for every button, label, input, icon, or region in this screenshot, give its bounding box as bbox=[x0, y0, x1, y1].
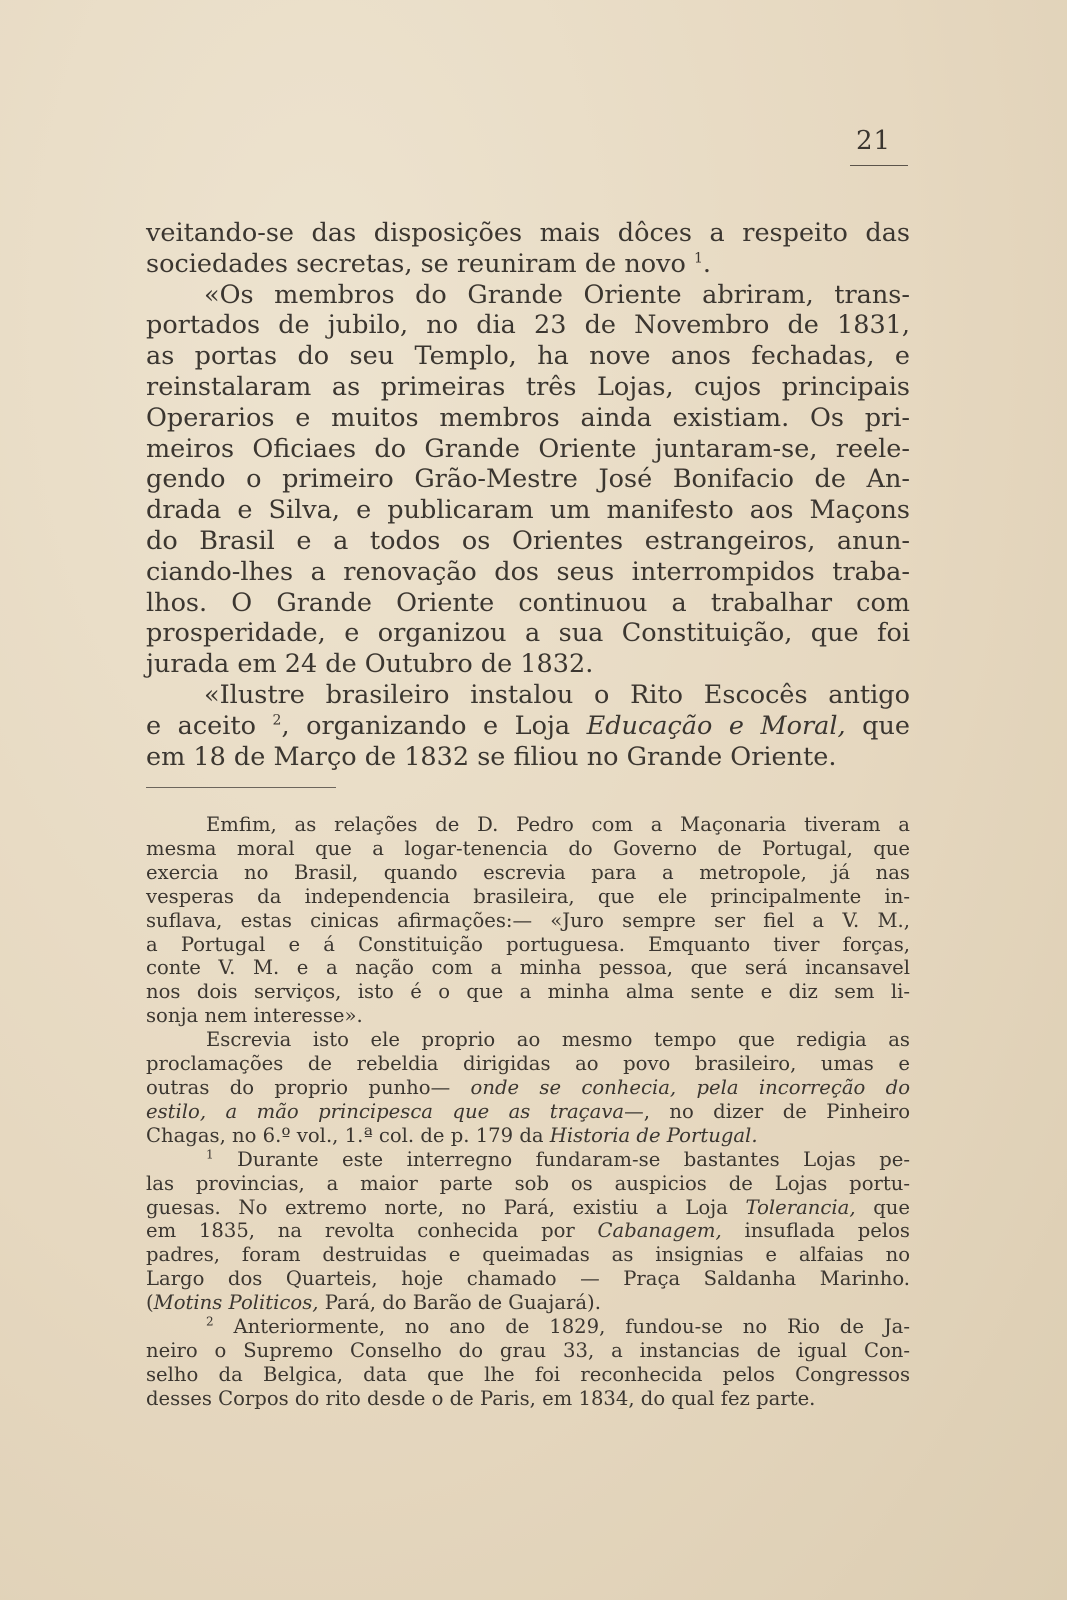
body-text bbox=[146, 218, 910, 772]
footnote-marker: 1 bbox=[206, 1147, 214, 1162]
italic-text: Educação e Moral, bbox=[586, 710, 846, 741]
note-line bbox=[146, 1219, 910, 1243]
body-line bbox=[146, 557, 910, 588]
line-text: suflava, estas cinicas afirmações:— «Juro sempre ser fiel a V. M., bbox=[146, 908, 910, 932]
footnote-rule bbox=[146, 787, 336, 788]
italic-text: Cabanagem, bbox=[597, 1219, 722, 1243]
line-text: Durante este interregno fundaram-se bastantes Lojas pe- bbox=[213, 1147, 910, 1171]
line-text: desses Corpos do rito desde o de Paris, em 1834, do qual fez parte. bbox=[146, 1386, 816, 1410]
line-text: as portas do seu Templo, ha nove anos fechadas, e bbox=[146, 341, 910, 372]
line-text: las provincias, a maior parte sob os auspicios de Lojas portu- bbox=[146, 1171, 910, 1195]
line-text: que bbox=[855, 1195, 910, 1219]
line-text: vesperas da independencia brasileira, que ele principalmente in- bbox=[146, 884, 910, 908]
body-line bbox=[146, 711, 910, 742]
footnote-marker: 2 bbox=[206, 1314, 214, 1329]
note-line bbox=[146, 1363, 910, 1387]
line-text: Chagas, no 6.º vol., 1.ª col. de p. 179 da bbox=[146, 1123, 550, 1147]
note-line bbox=[146, 1076, 910, 1100]
note-line bbox=[146, 1243, 910, 1267]
note-line bbox=[146, 1291, 910, 1315]
header-rule bbox=[850, 165, 908, 166]
line-text: neiro o Supremo Conselho do grau 33, a instancias de igual Con- bbox=[146, 1338, 910, 1362]
body-line bbox=[146, 249, 910, 280]
body-line bbox=[146, 341, 910, 372]
body-line bbox=[146, 434, 910, 465]
footnotes bbox=[146, 813, 910, 1411]
line-text: em 1835, na revolta conhecida por bbox=[146, 1219, 598, 1243]
line-text: ciando-lhes a renovação dos seus interrompidos traba- bbox=[146, 556, 910, 587]
note-line bbox=[146, 1315, 910, 1339]
note-line bbox=[146, 1196, 910, 1220]
line-text: sonja nem interesse». bbox=[146, 1004, 363, 1028]
italic-text: Historia de Portugal. bbox=[549, 1123, 758, 1147]
line-text: outras do proprio punho— bbox=[146, 1075, 471, 1099]
line-text: Escrevia isto ele proprio ao mesmo tempo que redigia as bbox=[206, 1028, 910, 1052]
line-text: prosperidade, e organizou a sua Constituição, que foi bbox=[146, 618, 910, 649]
note-line bbox=[146, 861, 910, 885]
note-line bbox=[146, 1028, 910, 1052]
body-line bbox=[146, 310, 910, 341]
line-text: selho da Belgica, data que lhe foi reconhecida pelos Congressos bbox=[146, 1362, 910, 1386]
body-line bbox=[146, 495, 910, 526]
italic-text: Motins Politicos, bbox=[153, 1291, 319, 1315]
note-line bbox=[146, 1339, 910, 1363]
line-text: . bbox=[702, 248, 712, 279]
note-line bbox=[146, 909, 910, 933]
line-text: Pará, do Barão de Guajará). bbox=[318, 1291, 601, 1315]
line-text: —, no dizer de Pinheiro bbox=[624, 1099, 910, 1123]
line-text: Largo dos Quarteis, hoje chamado — Praça Saldanha Marinho. bbox=[146, 1267, 910, 1291]
line-text: drada e Silva, e publicaram um manifesto aos Maçons bbox=[146, 495, 910, 526]
italic-text: onde se conhecia, pela incorreção do bbox=[470, 1075, 910, 1099]
italic-text: Tolerancia, bbox=[745, 1195, 856, 1219]
line-text: ( bbox=[146, 1291, 154, 1315]
note-line bbox=[146, 1100, 910, 1124]
line-text: jurada em 24 de Outubro de 1832. bbox=[146, 649, 594, 680]
note-line bbox=[146, 885, 910, 909]
line-text: meiros Oficiaes do Grande Oriente juntaram-se, reele- bbox=[146, 433, 910, 464]
line-text: veitando-se das disposições mais dôces a respeito das bbox=[146, 218, 910, 248]
footnote-marker: 2 bbox=[272, 712, 282, 729]
line-text: «Ilustre brasileiro instalou o Rito Escocês antigo bbox=[204, 679, 910, 710]
body-line bbox=[146, 526, 910, 557]
note-line bbox=[146, 933, 910, 957]
note-line bbox=[146, 813, 910, 837]
body-line bbox=[146, 218, 910, 249]
body-line bbox=[146, 372, 910, 403]
line-text: guesas. No extremo norte, no Pará, existiu a Loja bbox=[146, 1195, 746, 1219]
line-text: exercia no Brasil, quando escrevia para a metropole, já nas bbox=[146, 860, 910, 884]
line-text: em 18 de Março de 1832 se filiou no Grande Oriente. bbox=[146, 741, 837, 772]
body-line bbox=[146, 618, 910, 649]
line-text: Anteriormente, no ano de 1829, fundou-se no Rio de Ja- bbox=[213, 1315, 910, 1339]
note-line bbox=[146, 1148, 910, 1172]
note-line bbox=[146, 1267, 910, 1291]
note-line bbox=[146, 1124, 910, 1148]
line-text: gendo o primeiro Grão-Mestre José Bonifacio de An- bbox=[146, 464, 910, 495]
note-line bbox=[146, 837, 910, 861]
page-number: 21 bbox=[856, 126, 892, 156]
italic-text: estilo, a mão principesca que as traçava bbox=[146, 1099, 625, 1123]
body-line bbox=[146, 742, 910, 773]
note-line bbox=[146, 1387, 910, 1411]
note-line bbox=[146, 1052, 910, 1076]
line-text: proclamações de rebeldia dirigidas ao povo brasileiro, umas e bbox=[146, 1052, 910, 1076]
note-line bbox=[146, 1004, 910, 1028]
line-text: reinstalaram as primeiras três Lojas, cujos principais bbox=[146, 371, 910, 402]
note-line bbox=[146, 956, 910, 980]
line-text: do Brasil e a todos os Orientes estrangeiros, anun- bbox=[146, 525, 910, 556]
line-text: , organizando e Loja bbox=[281, 710, 587, 741]
body-line bbox=[146, 403, 910, 434]
line-text: lhos. O Grande Oriente continuou a trabalhar com bbox=[146, 587, 910, 618]
line-text: conte V. M. e a nação com a minha pessoa, que será incansavel bbox=[146, 956, 910, 980]
note-line bbox=[146, 980, 910, 1004]
line-text: nos dois serviços, isto é o que a minha alma sente e diz sem li- bbox=[146, 980, 910, 1004]
line-text: «Os membros do Grande Oriente abriram, trans- bbox=[204, 279, 910, 310]
body-line bbox=[146, 464, 910, 495]
body-line bbox=[146, 280, 910, 311]
line-text: sociedades secretas, se reuniram de novo bbox=[146, 248, 694, 279]
line-text: Operarios e muitos membros ainda existiam. Os pri- bbox=[146, 402, 910, 433]
footnote-marker: 1 bbox=[694, 250, 703, 267]
body-line bbox=[146, 680, 910, 711]
body-line bbox=[146, 649, 910, 680]
line-text: Emfim, as relações de D. Pedro com a Maçonaria tiveram a bbox=[206, 813, 910, 836]
line-text: e aceito bbox=[146, 710, 273, 741]
note-line bbox=[146, 1172, 910, 1196]
line-text: insuflada pelos bbox=[721, 1219, 910, 1243]
body-line bbox=[146, 588, 910, 619]
line-text: padres, foram destruidas e queimadas as insignias e alfaias no bbox=[146, 1243, 910, 1267]
line-text: portados de jubilo, no dia 23 de Novembro de 1831, bbox=[146, 310, 910, 341]
line-text: a Portugal e á Constituição portuguesa. Emquanto tiver forças, bbox=[146, 932, 910, 956]
line-text: que bbox=[845, 710, 910, 741]
line-text: mesma moral que a logar-tenencia do Governo de Portugal, que bbox=[146, 836, 910, 860]
